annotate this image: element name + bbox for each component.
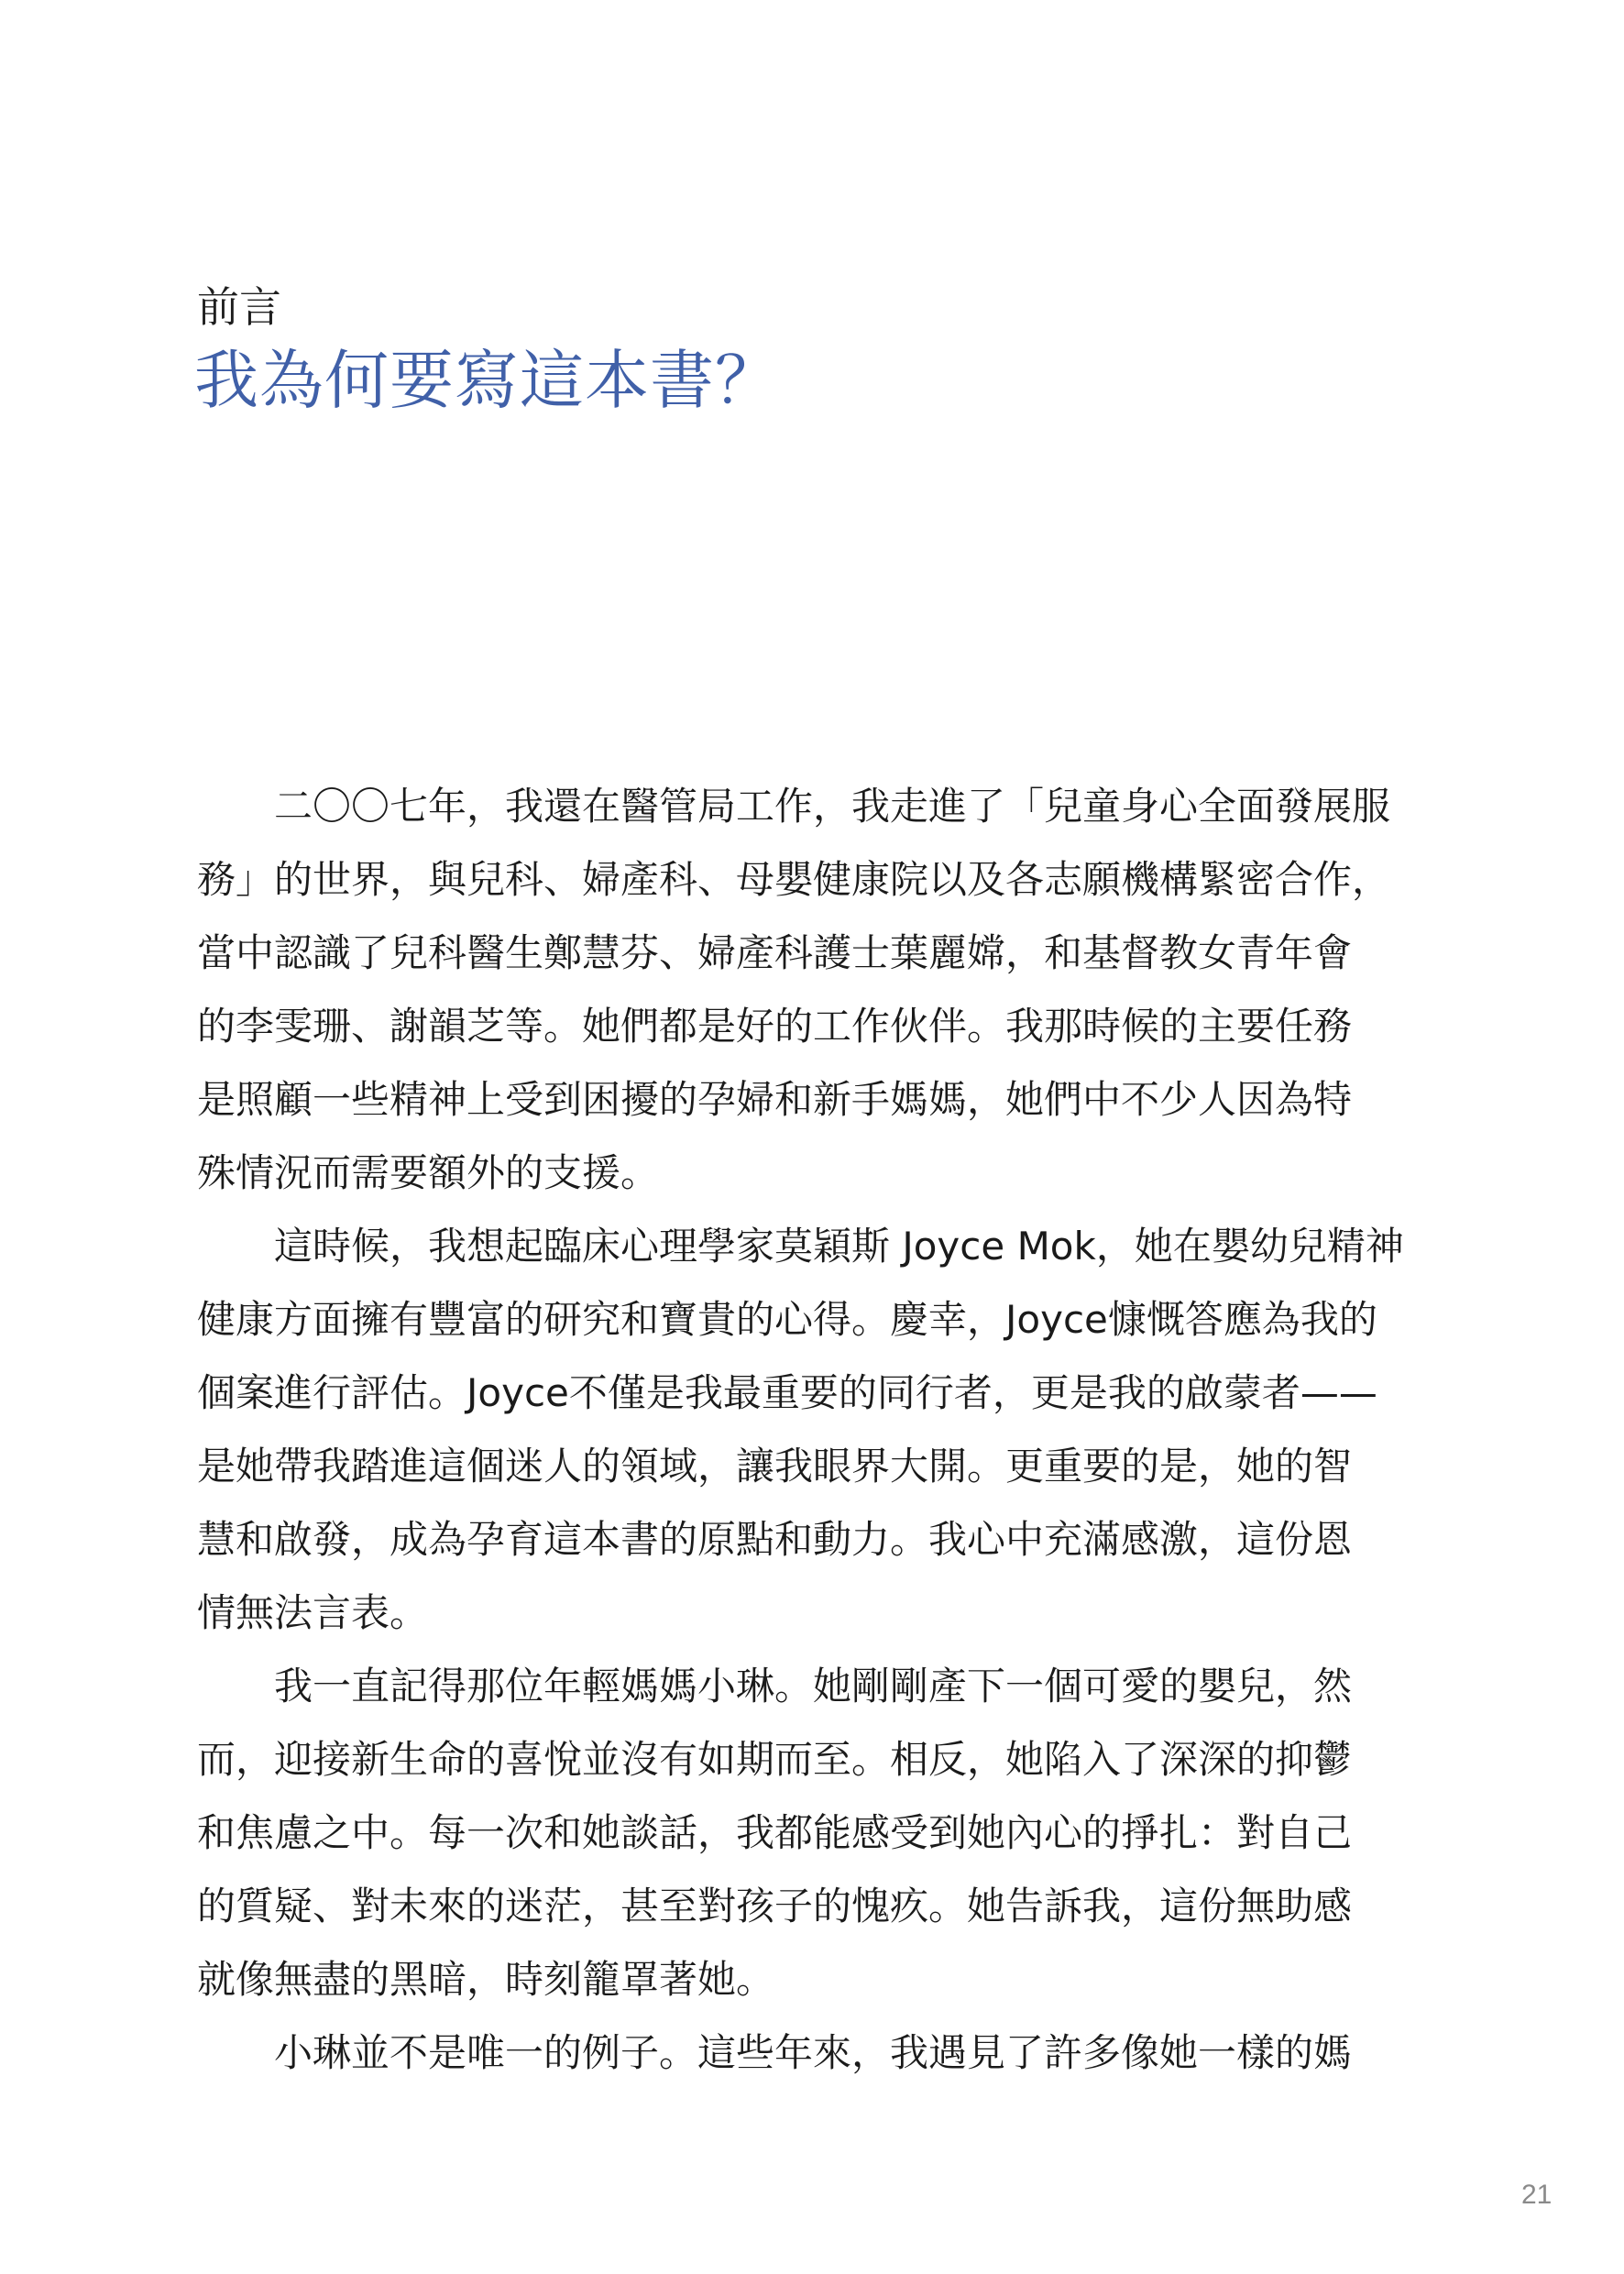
body-line: 是她帶我踏進這個迷人的領域，讓我眼界大開。更重要的是，她的智 bbox=[197, 1444, 1353, 1489]
page-title: 我為何要寫這本書？ bbox=[194, 343, 780, 418]
body-line: 小琳並不是唯一的例子。這些年來，我遇見了許多像她一樣的媽 bbox=[197, 2030, 1353, 2075]
page-number: 21 bbox=[1521, 2180, 1553, 2210]
section-label: 前言 bbox=[197, 282, 281, 332]
body-line: 的質疑、對未來的迷茫，甚至對孩子的愧疚。她告訴我，這份無助感 bbox=[197, 1884, 1353, 1928]
body-line: 就像無盡的黑暗，時刻籠罩著她。 bbox=[197, 1957, 775, 2002]
body-line: 殊情況而需要額外的支援。 bbox=[197, 1150, 660, 1195]
body-line: 當中認識了兒科醫生鄭慧芬、婦產科護士葉麗嫦，和基督教女青年會 bbox=[197, 930, 1353, 975]
body-line: 慧和啟發，成為孕育這本書的原點和動力。我心中充滿感激，這份恩 bbox=[197, 1517, 1353, 1562]
body-line: 的李雯珊、謝韻芝等。她們都是好的工作伙伴。我那時候的主要任務 bbox=[197, 1004, 1353, 1049]
body-line: 而，迎接新生命的喜悅並沒有如期而至。相反，她陷入了深深的抑鬱 bbox=[197, 1737, 1353, 1782]
body-line: 這時候，我想起臨床心理學家莫穎斯 Joyce Mok，她在嬰幼兒精神 bbox=[197, 1224, 1404, 1269]
body-line: 二〇〇七年，我還在醫管局工作，我走進了「兒童身心全面發展服 bbox=[197, 784, 1391, 829]
body-line: 情無法言表。 bbox=[197, 1590, 429, 1635]
body-line: 是照顧一些精神上受到困擾的孕婦和新手媽媽，她們中不少人因為特 bbox=[197, 1077, 1353, 1122]
body-text bbox=[197, 770, 1448, 2090]
body-line: 個案進行評估。Joyce不僅是我最重要的同行者，更是我的啟蒙者—— bbox=[197, 1370, 1377, 1415]
body-line: 健康方面擁有豐富的研究和寶貴的心得。慶幸，Joyce慷慨答應為我的 bbox=[197, 1297, 1377, 1342]
body-line: 我一直記得那位年輕媽媽小琳。她剛剛產下一個可愛的嬰兒，然 bbox=[197, 1664, 1353, 1708]
body-line: 和焦慮之中。每一次和她談話，我都能感受到她內心的掙扎：對自己 bbox=[197, 1810, 1353, 1855]
body-line: 務」的世界，與兒科、婦產科、母嬰健康院以及各志願機構緊密合作， bbox=[197, 857, 1391, 902]
